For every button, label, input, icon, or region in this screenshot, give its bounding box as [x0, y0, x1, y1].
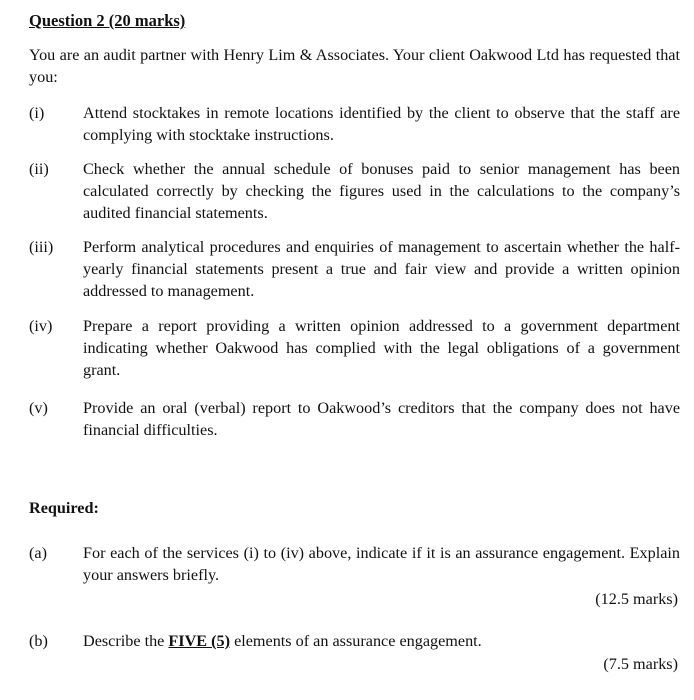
service-number: (ii) — [29, 160, 49, 178]
part-number: (a) — [29, 544, 47, 562]
service-number: (iii) — [29, 238, 54, 256]
service-text: Perform analytical procedures and enquiries of management to ascertain whether the half-yearly financial statements present a true and fair view and provide a written opinion addressed to management. — [83, 238, 680, 300]
question-title: Question 2 (20 marks) — [29, 11, 186, 30]
part-number: (b) — [29, 632, 48, 650]
question-intro: You are an audit partner with Henry Lim & Associates. Your client Oakwood Ltd has requested that you: — [29, 46, 680, 86]
service-item-ii — [29, 158, 680, 224]
part-a-marks: (12.5 marks) — [595, 590, 678, 608]
service-text: Prepare a report providing a written opinion addressed to a government department indicating whether Oakwood has complied with the legal obligations of a government grant. — [83, 317, 680, 379]
service-number: (iv) — [29, 317, 53, 335]
service-item-v — [29, 397, 680, 441]
part-text-end: elements of an assurance engagement. — [230, 632, 482, 650]
service-text: Attend stocktakes in remote locations identified by the client to observe that the staff are complying with stocktake instructions. — [83, 104, 680, 144]
part-text: For each of the services (i) to (iv) above, indicate if it is an assurance engagement. Explain your answers briefly. — [83, 544, 680, 584]
service-text: Check whether the annual schedule of bonuses paid to senior management has been calculated correctly by checking the figures used in the calculations to the company’s audited financial statements. — [83, 160, 680, 222]
service-item-iii — [29, 236, 680, 302]
emphasis-five: FIVE (5) — [168, 632, 231, 650]
service-item-iv — [29, 315, 680, 381]
required-part-b — [29, 630, 680, 652]
part-text-start: Describe the — [83, 632, 169, 650]
part-text — [83, 630, 680, 652]
service-number: (i) — [29, 104, 45, 122]
required-heading: Required: — [29, 499, 99, 517]
required-part-a — [29, 542, 680, 586]
service-item-i — [29, 102, 680, 146]
part-b-marks: (7.5 marks) — [603, 655, 678, 673]
service-text: Provide an oral (verbal) report to Oakwood’s creditors that the company does not have financial difficulties. — [83, 399, 680, 439]
service-number: (v) — [29, 399, 48, 417]
